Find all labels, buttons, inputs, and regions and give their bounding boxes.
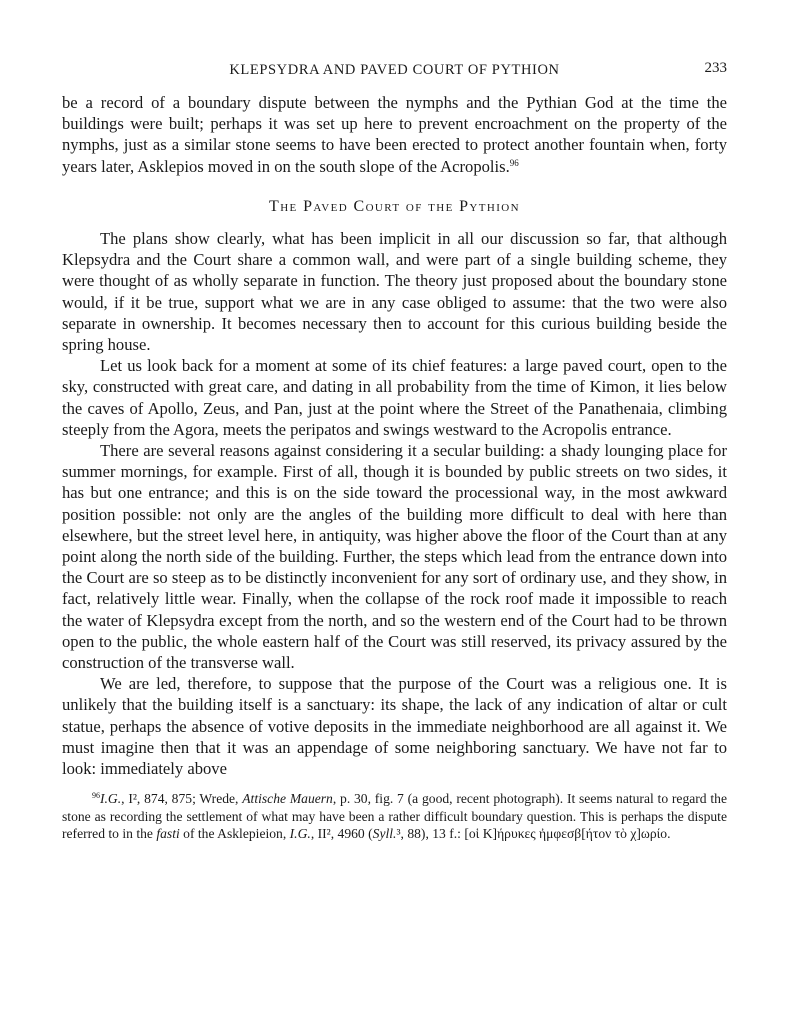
page-number: 233 xyxy=(704,60,727,76)
body-text xyxy=(62,92,727,779)
footnote-text: of the Asklepieion, xyxy=(179,825,290,841)
citation-syll: Syll. xyxy=(372,825,397,841)
footnotes xyxy=(62,790,727,842)
footnote-text: , I², 874, 875; Wrede, xyxy=(121,791,243,807)
greek-inscription: [οἱ Κ]ήρυκες ἠμφεσβ[ήτον τὸ χ]ωρίο. xyxy=(464,825,671,841)
footnote-reference: 96 xyxy=(509,157,519,168)
paragraph-text: be a record of a boundary dispute between the nymphs and the Pythian God at the time the buildings were built; perhaps it was set up here to prevent encroachment on the property of the nymphs, just as a similar stone seems to have been erected to protect another fountain when, forty years later, Asklepios moved in on the south slope of the Acropolis. xyxy=(62,93,727,176)
work-title: Attische Mauern xyxy=(242,791,333,807)
citation-ig: I.G. xyxy=(100,791,122,807)
paragraph: The plans show clearly, what has been implicit in all our discussion so far, that although Klepsydra and the Court share a common wall, and were part of a single building scheme, they were thought of as wholly separate in function. The theory just proposed about the boundary stone would, if it be true, support what we are in any case obliged to assume: that the two were also separate in ownership. It becomes necessary then to account for this curious building beside the spring house. xyxy=(62,229,727,355)
section-heading: The Paved Court of the Pythion xyxy=(269,197,520,215)
running-title: KLEPSYDRA AND PAVED COURT OF PYTHION xyxy=(229,62,560,78)
paragraph: We are led, therefore, to suppose that the purpose of the Court was a religious one. It is unlikely that the building itself is a sanctuary: its shape, the lack of any indication of altar or cult statue, perhaps the absence of votive deposits in the immediate neighborhood are all against it. We must imagine then that it was an appendage of some neighboring sanctuary. We have not far to look: immediately above xyxy=(62,674,727,779)
continued-paragraph xyxy=(62,92,727,177)
footnote-text: , II², 4960 ( xyxy=(310,825,373,841)
citation-ig: I.G. xyxy=(289,825,311,841)
page xyxy=(62,58,727,842)
running-header xyxy=(62,58,727,82)
footnote-text: ³, 88), 13 f.: xyxy=(396,825,465,841)
paragraph: There are several reasons against considering it a secular building: a shady lounging place for summer mornings, for example. First of all, though it is bounded by public streets on two sides, it has but one entrance; and this is on the side toward the processional way, in the most awkward position possible: not only are the angles of the building more difficult to deal with here than elsewhere, but the street level here, in antiquity, was higher above the floor of the Court than at any point along the north side of the building. Further, the steps which lead from the entrance down into the Court are so steep as to be distinctly inconvenient for any sort of ordinary use, and they show, in fact, relatively little wear. Finally, when the collapse of the rock roof made it impossible to reach the water of Klepsydra except from the north, and so the western end of the Court had to be thrown open to the public, the whole eastern half of the Court was still reserved, its privacy assured by the construction of the transverse wall. xyxy=(62,441,727,673)
paragraph: Let us look back for a moment at some of its chief features: a large paved court, open to the sky, constructed with great care, and dating in all probability from the time of Kimon, it lies below the caves of Apollo, Zeus, and Pan, just at the point where the Street of the Panathenaia, climbing steeply from the Agora, meets the peripatos and swings westward to the Acropolis entrance. xyxy=(62,356,727,439)
fasti-term: fasti xyxy=(156,825,180,841)
footnote-text: , p. 30, fig. 7 (a good, recent photograph). It seems natural to regard the stone as recording the settlement of what may have been a rather difficult boundary question. This is perhaps the dispute referred to in the xyxy=(62,791,727,841)
footnote-marker: 96 xyxy=(92,791,100,801)
footnote-96 xyxy=(62,790,727,842)
